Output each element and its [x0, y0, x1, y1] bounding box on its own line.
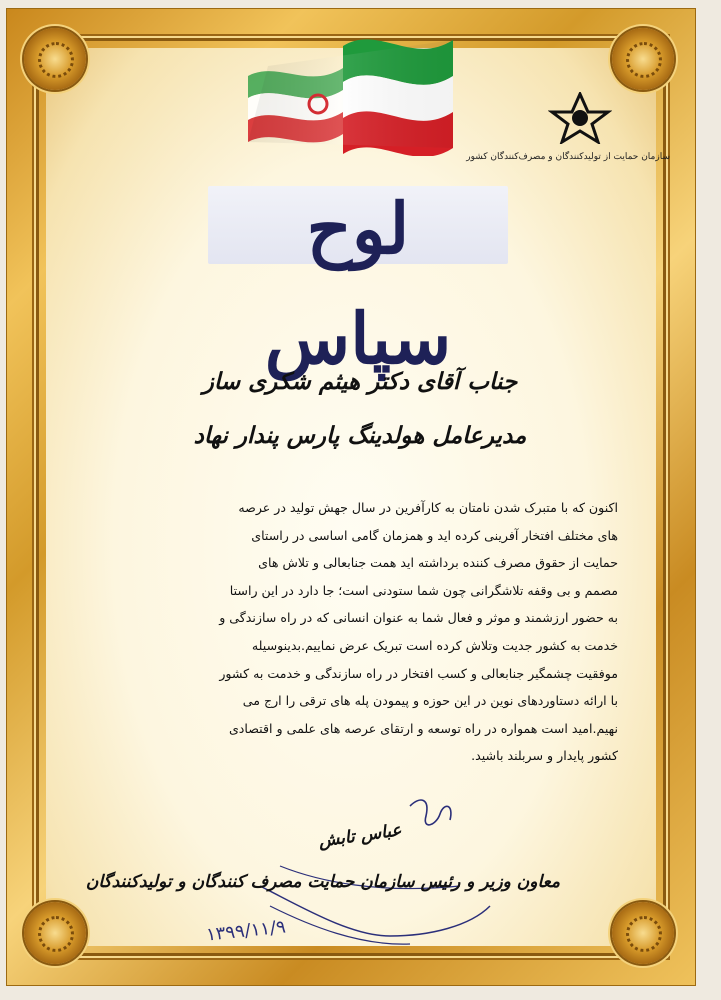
body-line: به حضور ارزشمند و موثر و فعال شما به عنوان انسانی که در راه سازندگی و [219, 610, 618, 626]
iran-flag-icon [248, 26, 458, 156]
corner-ornament-icon [24, 28, 86, 90]
organization-name: سازمان حمایت از تولیدکنندگان و مصرف‌کنندگان کشور [466, 152, 670, 162]
body-line: مصمم و بی وقفه تلاشگرانی چون شما ستودنی است؛ جا دارد در این راستا [229, 582, 618, 598]
recipient-name: جناب آقای دکتر هیثم شکری ساز [202, 368, 518, 395]
body-line: کشور پایدار و سربلند باشید. [471, 748, 618, 764]
corner-ornament-icon [612, 902, 674, 964]
body-line: خدمت به کشور جدیت وتلاش کرده است تبریک عرض نماییم.بدینوسیله [251, 637, 618, 653]
signatory-title: معاون وزیر و رئیس سازمان حمایت مصرف کنندگان و تولیدکنندگان [85, 872, 560, 892]
organization-logo-icon [548, 92, 612, 144]
body-line: های مختلف افتخار آفرینی کرده اید و همزمان گامی اساسی در راستای [251, 527, 618, 543]
corner-ornament-icon [612, 28, 674, 90]
body-line: اکنون که با متبرک شدن نامتان به کارآفرین در سال جهش تولید در عرصه [238, 500, 618, 515]
signature-date: ۱۳۹۹/۱۱/۹ [205, 916, 287, 946]
body-line: نهیم.امید است همواره در راه توسعه و ارتقای عرصه های علمی و اقتصادی [228, 720, 618, 736]
body-line: موفقیت چشمگیر جنابعالی و کسب افتخار در راه سازندگی و خدمت به کشور [219, 665, 618, 681]
body-line: با ارائه دستاوردهای نوین در این حوزه و پیمودن پله های ترقی را ارج می [242, 693, 618, 709]
appreciation-body [104, 494, 618, 770]
certificate-title: لوح سپاس [264, 187, 452, 380]
body-line: حمایت از حقوق مصرف کننده برداشته اید همت جنابعالی و تلاش های [258, 555, 618, 571]
corner-ornament-icon [24, 902, 86, 964]
recipient-position: مدیرعامل هولدینگ پارس پندار نهاد [193, 422, 527, 449]
signatory-name: عباس تابش [317, 820, 403, 852]
